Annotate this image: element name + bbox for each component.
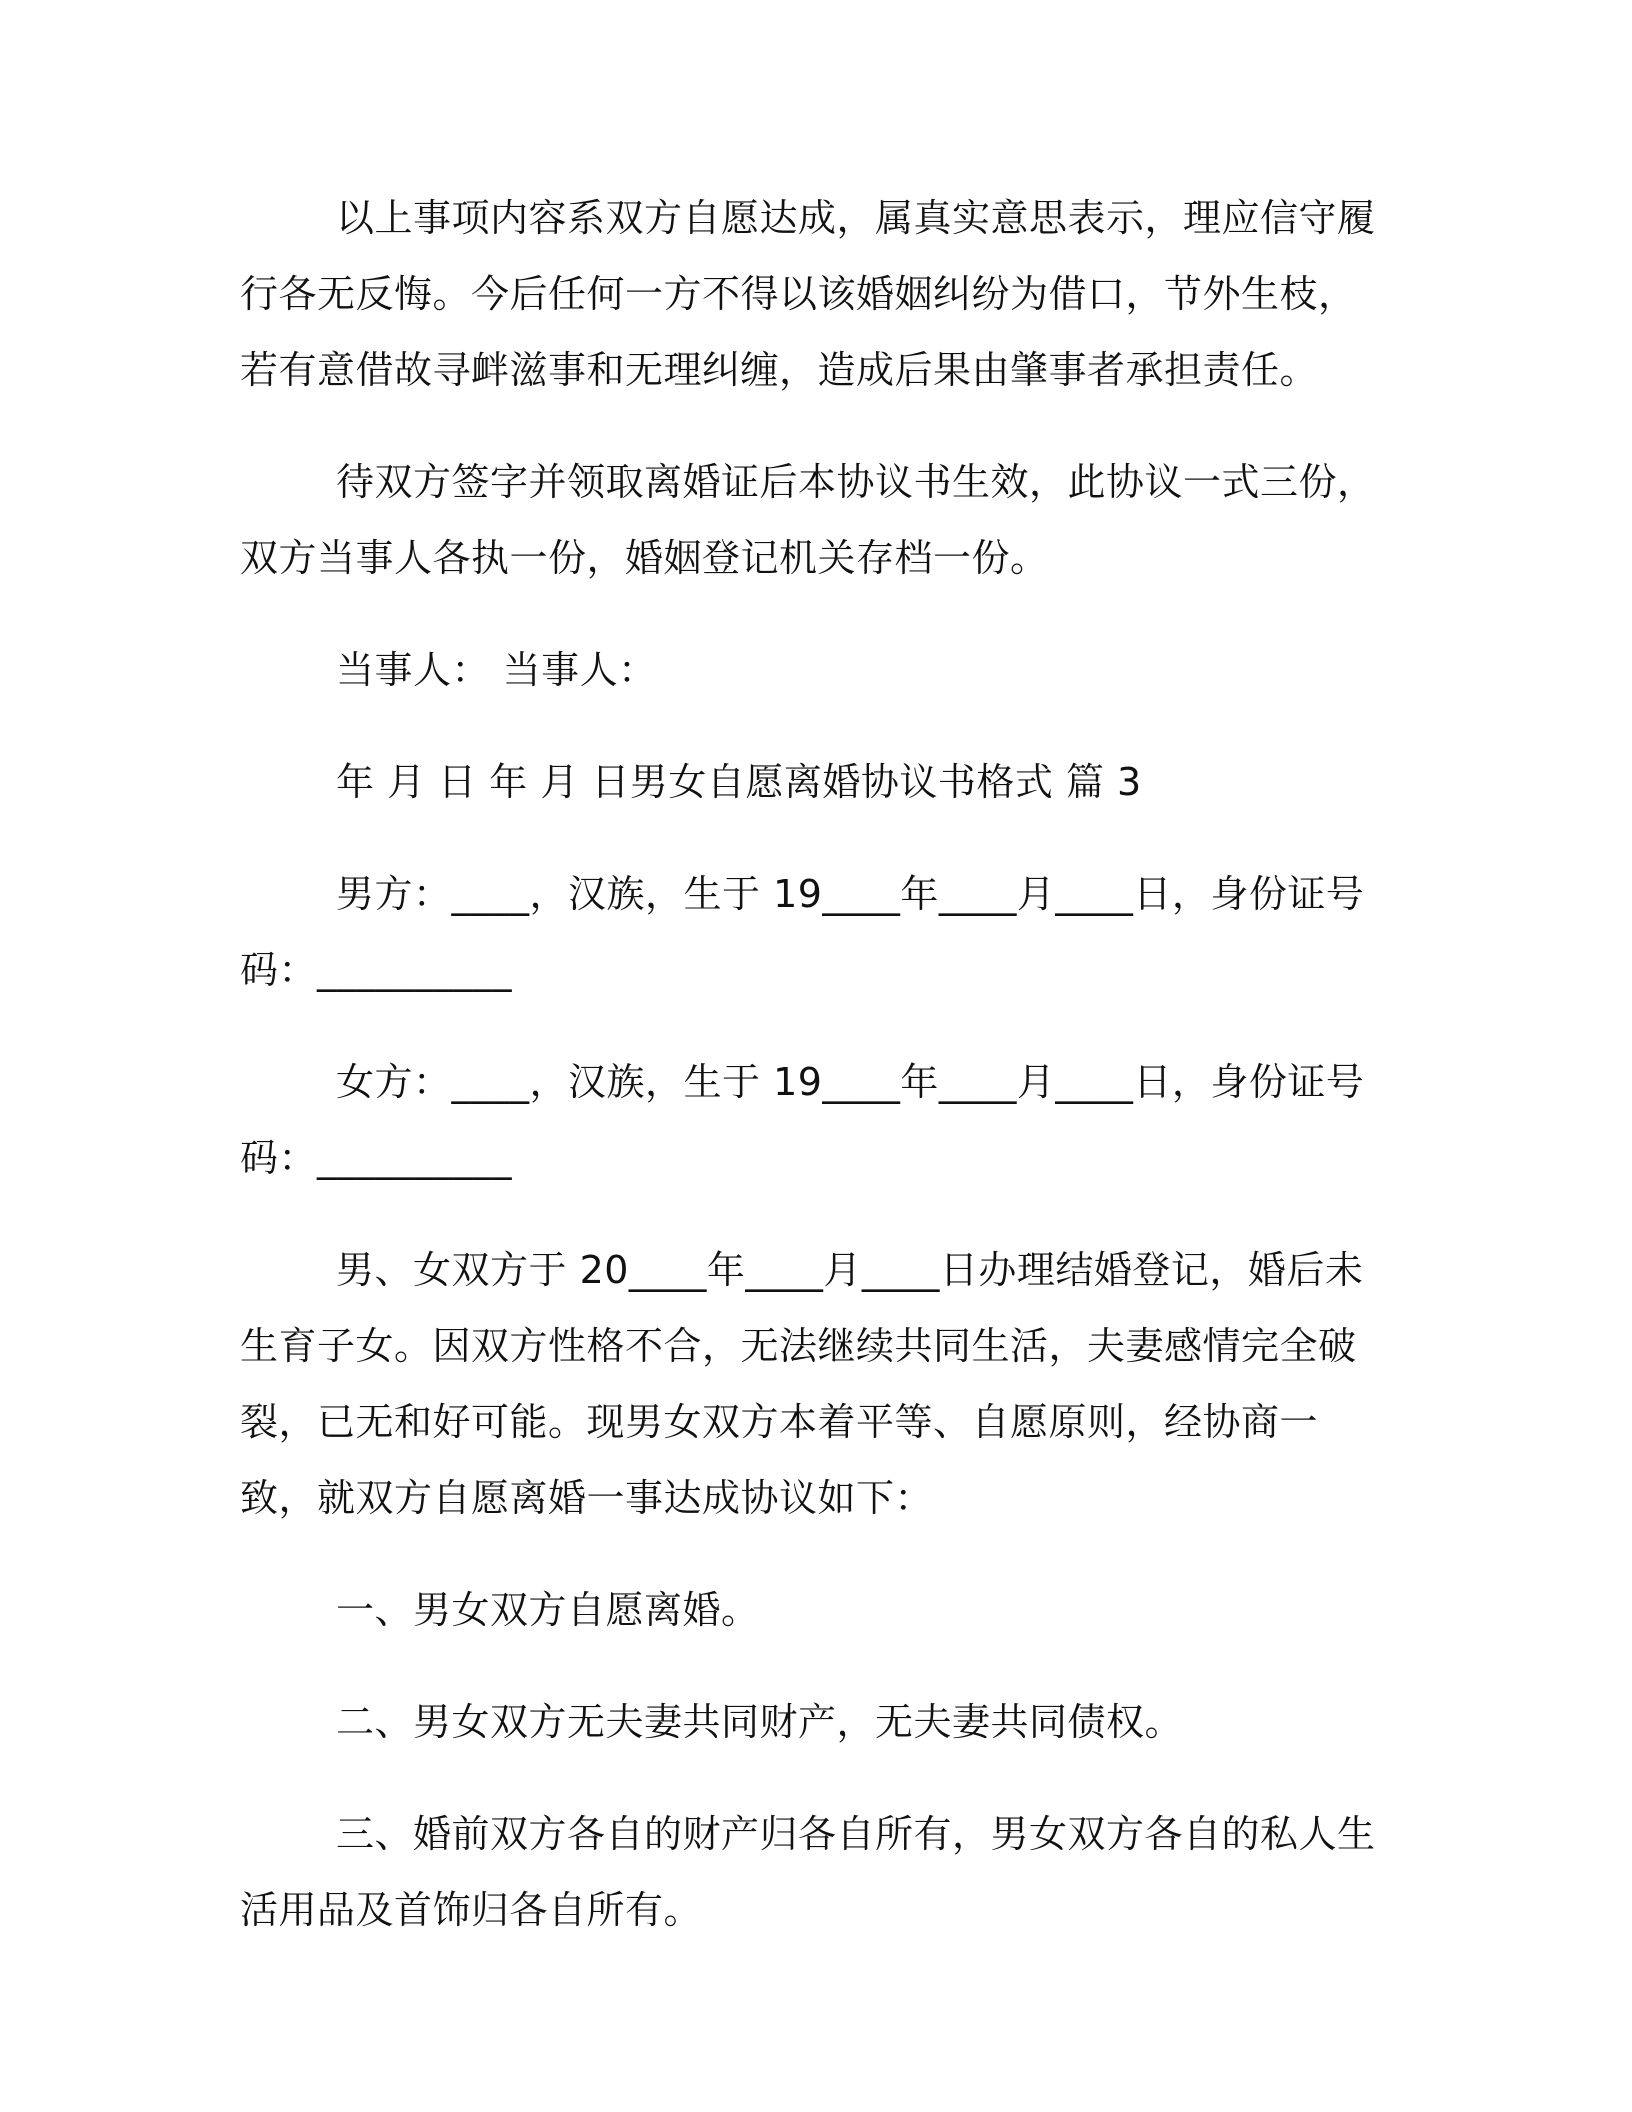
paragraph-parties: 当事人： 当事人： xyxy=(336,648,657,692)
paragraph-male-party: 男方：____，汉族，生于 19____年____月____日，身份证号码：__________ xyxy=(240,872,1365,992)
paragraph-clause-3: 三、婚前双方各自的财产归各自所有，男女双方各自的私人生活用品及首饰归各自所有。 xyxy=(240,1812,1376,1932)
paragraph-effective: 待双方签字并领取离婚证后本协议书生效，此协议一式三份，双方当事人各执一份，婚姻登记机关存档一份。 xyxy=(240,460,1376,580)
document-body xyxy=(240,180,1380,1984)
paragraph-background: 男、女双方于 20____年____月____日办理结婚登记，婚后未生育子女。因双方性格不合，无法继续共同生活，夫妻感情完全破裂，已无和好可能。现男女双方本着平等、自愿原则，经协商一致，就双方自愿离婚一事达成协议如下： xyxy=(240,1248,1364,1520)
paragraph-clause-2: 二、男女双方无夫妻共同财产，无夫妻共同债权。 xyxy=(336,1700,1184,1744)
paragraph-clause-1: 一、男女双方自愿离婚。 xyxy=(336,1588,760,1632)
paragraph-date-heading: 年 月 日 年 月 日男女自愿离婚协议书格式 篇 3 xyxy=(336,760,1142,804)
paragraph-female-party: 女方：____，汉族，生于 19____年____月____日，身份证号码：__________ xyxy=(240,1060,1365,1180)
paragraph-good-faith: 以上事项内容系双方自愿达成，属真实意思表示，理应信守履行各无反悔。今后任何一方不得以该婚姻纠纷为借口，节外生枝，若有意借故寻衅滋事和无理纠缠，造成后果由肇事者承担责任。 xyxy=(240,196,1376,392)
